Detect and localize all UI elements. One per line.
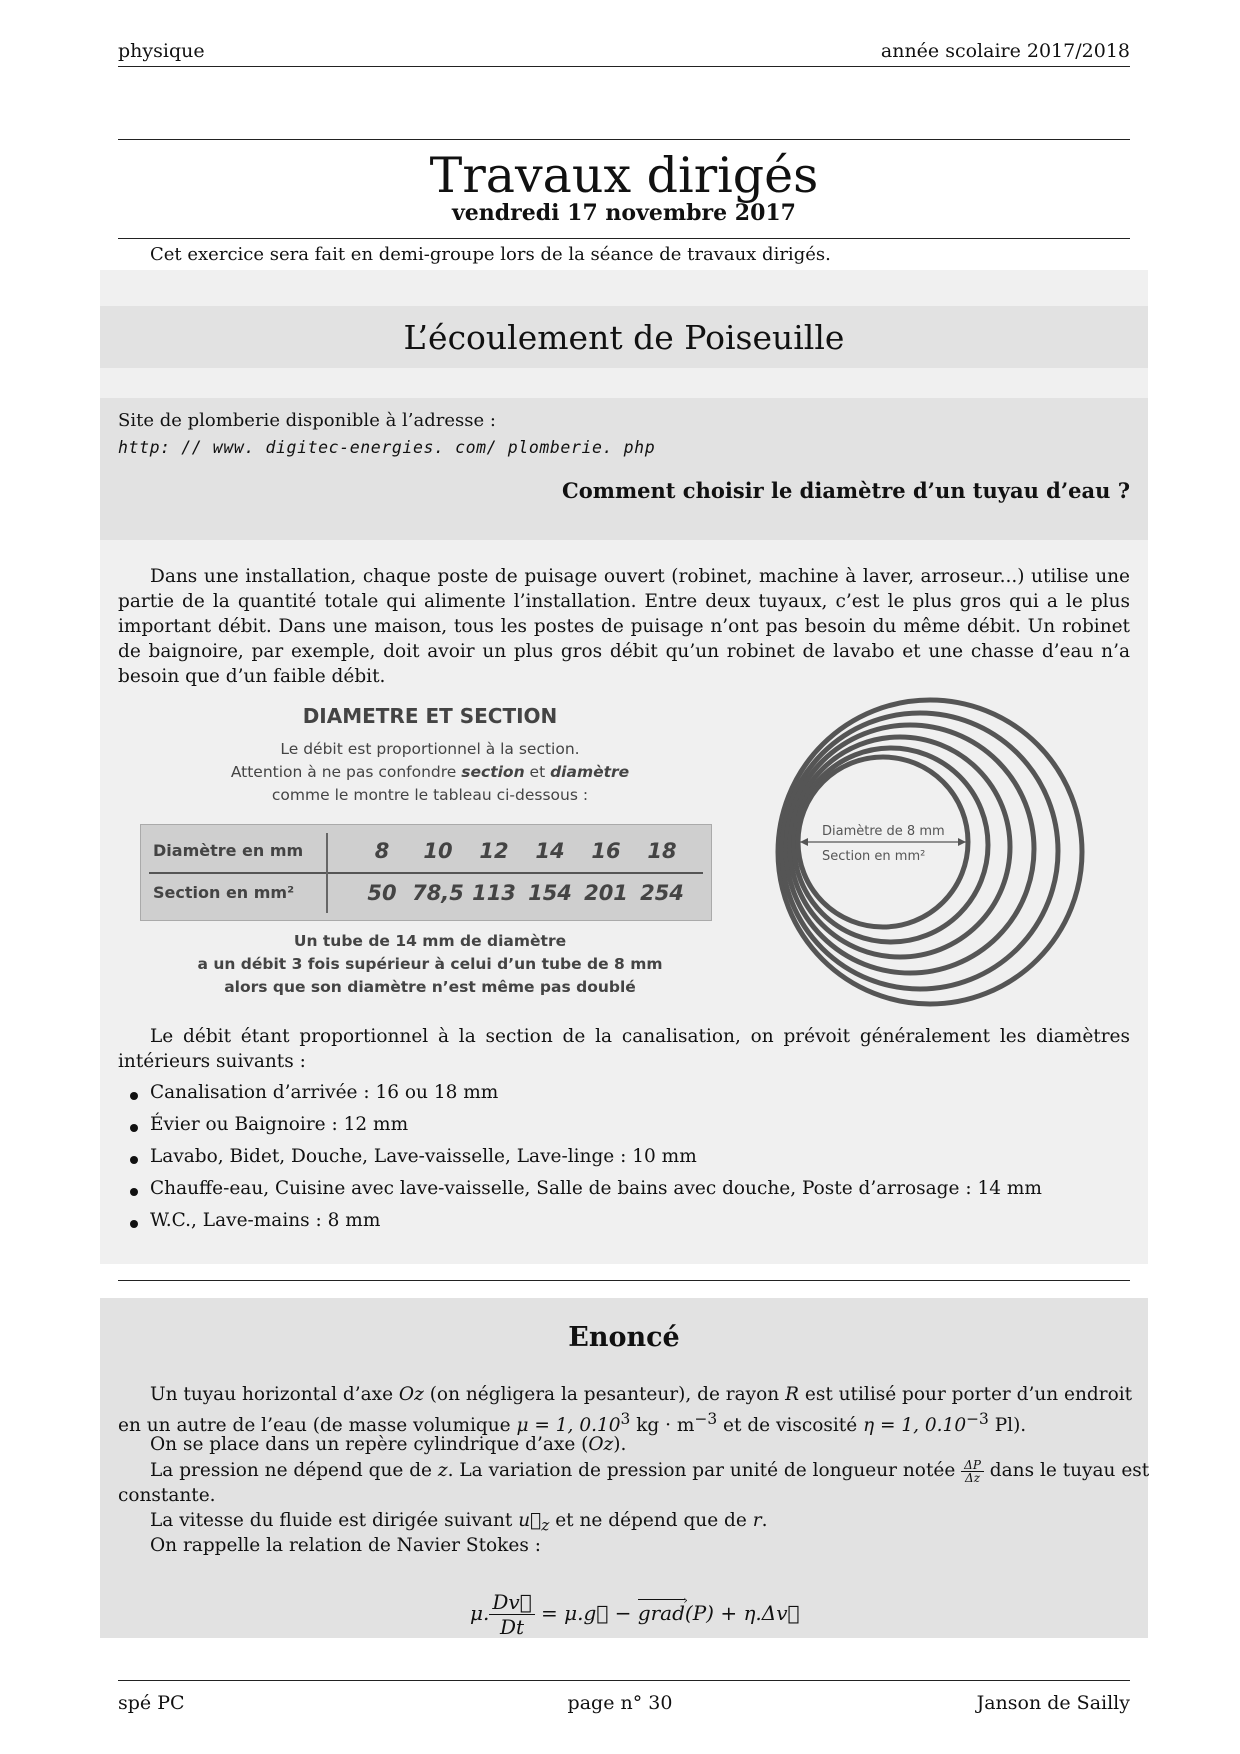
formula-mu: μ. <box>470 1601 490 1625</box>
text: en un autre de l’eau (de masse volumique <box>118 1415 517 1437</box>
math-sup: −3 <box>966 1410 989 1428</box>
footer-rule <box>118 1680 1130 1681</box>
bullet-icon <box>130 1220 138 1228</box>
figure-subtitle-2c: et <box>524 763 551 781</box>
text: et de viscosité <box>717 1415 864 1437</box>
section-cell: 254 <box>640 881 684 905</box>
figure-subtitle-2d: diamètre <box>550 763 630 781</box>
bullet-icon <box>130 1124 138 1132</box>
arrow-right-icon <box>958 838 966 846</box>
footer-page-number: page n° 30 <box>567 1692 673 1714</box>
list-item-text: Lavabo, Bidet, Douche, Lave-vaisselle, Lave-linge : 10 mm <box>150 1146 697 1167</box>
text: kg · m <box>630 1415 695 1437</box>
formula-grad-text: grad <box>637 1601 685 1625</box>
enonce-line-1 <box>150 1382 1132 1407</box>
section-cell: 154 <box>528 881 572 905</box>
formula-numerator: Dv⃗ <box>489 1590 534 1615</box>
diameter-section-figure <box>140 704 1090 1009</box>
intro-text: Cet exercice sera fait en demi-groupe lors de la séance de travaux dirigés. <box>150 244 831 265</box>
section-row <box>149 875 703 913</box>
math-sup: −3 <box>694 1410 718 1428</box>
enonce-line-3 <box>150 1432 626 1457</box>
math: μ = 1, 0.10 <box>516 1415 621 1437</box>
enonce-title: Enoncé <box>568 1322 680 1353</box>
formula-denominator: Dt <box>499 1615 525 1639</box>
fraction-denominator: Δz <box>965 1470 981 1485</box>
circle-label-section: Section en mm² <box>822 849 926 864</box>
figure-subtitle-3: comme le montre le tableau ci-dessous : <box>271 786 589 804</box>
section-cell: 50 <box>367 881 397 905</box>
diameter-table <box>140 824 712 921</box>
formula-part: (P) + η.Δv⃗ <box>684 1601 800 1625</box>
enonce-line-7: On rappelle la relation de Navier Stokes : <box>150 1535 541 1556</box>
question-heading: Comment choisir le diamètre d’un tuyau d’eau ? <box>562 478 1130 503</box>
list-item-text: Évier ou Baignoire : 12 mm <box>150 1114 409 1135</box>
text: La pression ne dépend que de <box>150 1460 438 1481</box>
text: dans le tuyau est <box>983 1460 1150 1481</box>
navier-stokes-formula <box>470 1590 800 1639</box>
text: ). <box>613 1434 627 1455</box>
bullet-icon <box>130 1156 138 1164</box>
paragraph-intro <box>118 564 1130 689</box>
footer-right: Janson de Sailly <box>976 1692 1130 1714</box>
figure-subtitle-1: Le débit est proportionnel à la section. <box>280 740 580 758</box>
figure-caption-3: alors que son diamètre n’est même pas doublé <box>224 978 636 996</box>
page-title: Travaux dirigés <box>429 147 819 204</box>
footer-left: spé PC <box>118 1692 185 1714</box>
diameter-cell: 10 <box>423 839 453 863</box>
diameter-row-label: Diamètre en mm <box>153 841 304 860</box>
diameter-cell: 16 <box>591 839 621 863</box>
diameter-cell: 18 <box>647 839 677 863</box>
title-rule-bottom <box>118 238 1130 239</box>
math: η = 1, 0.10 <box>863 1415 967 1437</box>
circle-label-diameter: Diamètre de 8 mm <box>822 824 945 839</box>
list-item-text: W.C., Lave-mains : 8 mm <box>150 1210 381 1231</box>
paragraph-diameters-text: Le débit étant proportionnel à la section de la canalisation, on prévoit généralement les diamètres intérieurs suivants : <box>118 1026 1130 1072</box>
math-sup: 3 <box>620 1410 631 1428</box>
site-url[interactable]: http: // www. digitec-energies. com/ plomberie. php <box>118 438 656 457</box>
list-item-text: Canalisation d’arrivée : 16 ou 18 mm <box>150 1082 499 1103</box>
text: (on négligera la pesanteur), de rayon <box>423 1384 786 1405</box>
diameter-row <box>149 833 703 871</box>
text: Pl). <box>988 1415 1027 1437</box>
bullet-icon <box>130 1092 138 1100</box>
concentric-circles-diagram <box>770 692 1090 1012</box>
fraction-numerator: ΔP <box>961 1459 984 1472</box>
paragraph-diameters <box>118 1024 1130 1074</box>
header-right: année scolaire 2017/2018 <box>880 40 1130 62</box>
site-label: Site de plomberie disponible à l’adresse : <box>118 410 496 431</box>
formula-grad <box>637 1593 688 1625</box>
enonce-rule <box>118 1280 1130 1281</box>
math: Oz <box>588 1434 614 1455</box>
math: r <box>752 1510 762 1531</box>
formula-fraction <box>489 1590 534 1639</box>
enonce-line-5: constante. <box>118 1485 216 1506</box>
header-rule <box>118 66 1130 67</box>
table-column-divider <box>326 833 328 913</box>
section-cell: 78,5 <box>412 881 464 905</box>
section-cell: 113 <box>472 881 516 905</box>
bullet-icon <box>130 1188 138 1196</box>
figure-caption-2: a un débit 3 fois supérieur à celui d’un tube de 8 mm <box>197 955 663 973</box>
list-item-text: Chauffe-eau, Cuisine avec lave-vaisselle, Salle de bains avec douche, Poste d’arrosage : 14 mm <box>150 1178 1042 1199</box>
math: Oz <box>398 1384 424 1405</box>
delta-fraction <box>961 1459 984 1484</box>
title-rule-top <box>118 139 1130 140</box>
text: On se place dans un repère cylindrique d’axe ( <box>150 1434 589 1455</box>
header-left: physique <box>118 40 205 62</box>
paragraph-intro-text: Dans une installation, chaque poste de puisage ouvert (robinet, machine à laver, arroseur...) utilise une partie de la quantité totale qui alimente l’installation. Entre deux tuyaux, c’est le plus gros qui a le plus important débit. Dans une maison, tous les postes de puisage n’ont pas besoin du même débit. Un robinet de baignoire, par exemple, doit avoir un plus gros débit qu’un robinet de lavabo et une chasse d’eau n’a besoin que d’un faible débit. <box>118 566 1130 687</box>
figure-subtitle-2 <box>140 761 720 784</box>
page-date: vendredi 17 novembre 2017 <box>451 200 796 226</box>
math: R <box>785 1384 799 1405</box>
figure-caption-1: Un tube de 14 mm de diamètre <box>293 932 567 950</box>
formula-part: = μ.g⃗ − <box>534 1601 638 1625</box>
arrow-left-icon <box>800 838 808 846</box>
text: est utilisé pour porter d’un endroit <box>799 1384 1133 1405</box>
table-row-divider <box>149 872 703 874</box>
text: Un tuyau horizontal d’axe <box>150 1384 399 1405</box>
enonce-line-4 <box>150 1458 1149 1484</box>
overarrow-line <box>638 1599 685 1600</box>
diameter-cell: 12 <box>479 839 509 863</box>
overarrow-icon: › <box>683 1593 688 1607</box>
figure-subtitle-2b: section <box>461 763 525 781</box>
math: u⃗ <box>518 1510 542 1531</box>
text: . La variation de pression par unité de longueur notée <box>447 1460 962 1481</box>
section-row-label: Section en mm² <box>153 883 295 902</box>
figure-subtitle-2a: Attention à ne pas confondre <box>230 763 462 781</box>
text: et ne dépend que de <box>549 1510 753 1531</box>
math-sub: z <box>541 1516 550 1535</box>
diameter-cell: 8 <box>374 839 390 863</box>
text: La vitesse du fluide est dirigée suivant <box>150 1510 519 1531</box>
text: . <box>761 1510 768 1531</box>
diameter-cell: 14 <box>535 839 565 863</box>
figure-title: DIAMETRE ET SECTION <box>302 704 558 728</box>
section-cell: 201 <box>584 881 628 905</box>
math: z <box>437 1460 448 1481</box>
section-title: L’écoulement de Poiseuille <box>403 318 845 357</box>
